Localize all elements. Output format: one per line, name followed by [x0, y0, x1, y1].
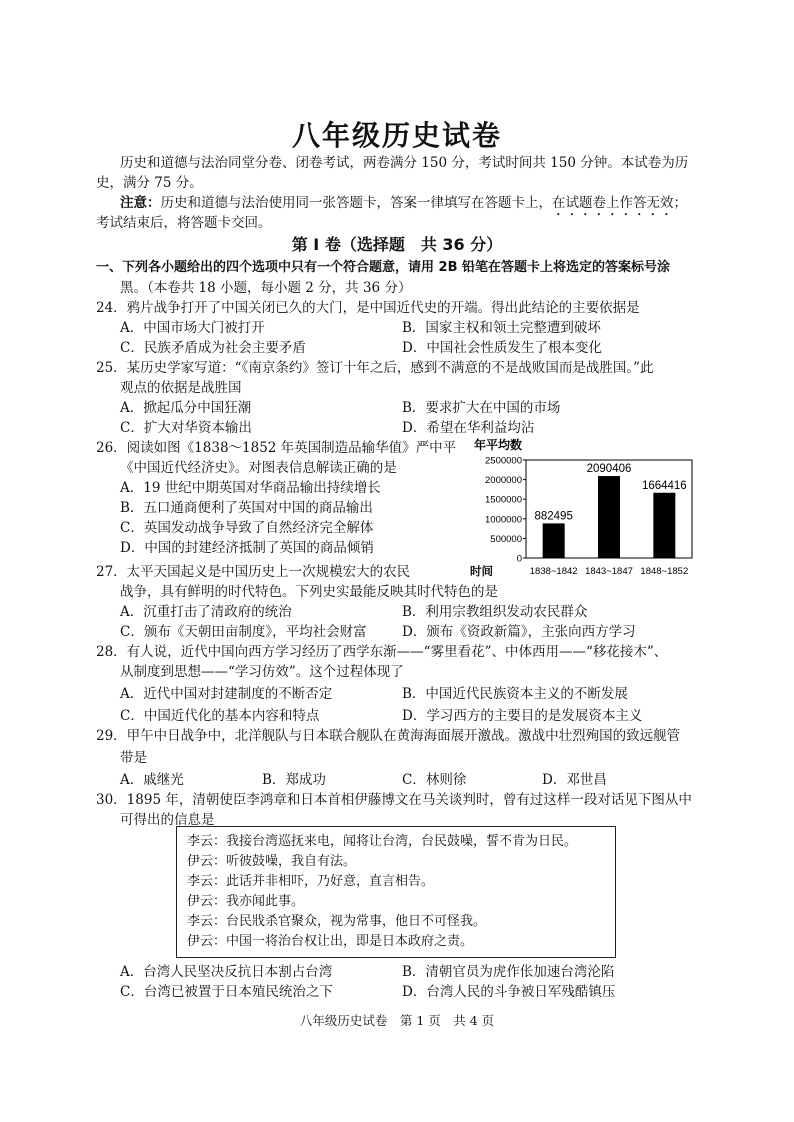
- q28-option-c: C．中国近代化的基本内容和特点: [120, 708, 320, 724]
- q27-stem-2: 战争，具有鲜明的时代特色。下列史实最能反映其时代特色的是: [120, 584, 498, 600]
- q26-option-a: A．19 世纪中期英国对华商品输出持续增长: [120, 480, 381, 496]
- q28-option-d: D．学习西方的主要目的是发展资本主义: [402, 708, 643, 724]
- q24-option-d: D．中国社会性质发生了根本变化: [402, 340, 602, 356]
- y-tick-label: 2000000: [485, 475, 522, 487]
- y-tick-label: 1000000: [485, 514, 522, 526]
- bar: [543, 523, 565, 558]
- y-tick-label: 2500000: [485, 455, 522, 467]
- q29-stem-2: 带是: [120, 750, 147, 766]
- q30-option-a: A．台湾人民坚决反抗日本割占台湾: [120, 964, 333, 980]
- q26-option-b: B．五口通商便利了英国对中国的商品输出: [120, 500, 373, 516]
- x-tick-label: 1848~1852: [640, 566, 689, 577]
- page-footer: 八年级历史试卷 第 1 页 共 4 页: [299, 1013, 495, 1028]
- bar-value-label: 1664416: [641, 479, 687, 492]
- q25-option-b: B．要求扩大在中国的市场: [402, 400, 561, 416]
- q30-stem-2: 可得出的信息是: [120, 812, 215, 828]
- notice-line-2: 考试结束后，将答题卡交回。: [96, 215, 272, 231]
- notice-text-c: ；: [673, 195, 687, 211]
- q30-stem-1: 30．1895 年，清朝使臣李鸿章和日本首相伊藤博文在马关谈判时，曾有过这样一段对话见下图从中: [96, 792, 692, 808]
- dialog-line: 李云：我接台湾巡抚来电，闻将让台湾，台民鼓噪，誓不肯为日民。: [187, 834, 578, 849]
- q29-option-a: A．戚继光: [120, 772, 184, 788]
- x-tick-label: 1843~1847: [585, 566, 633, 577]
- q28-stem-2: 从制度到思想——“学习仿效”。这个过程体现了: [120, 664, 404, 680]
- q29-option-c: C．林则徐: [402, 772, 467, 788]
- notice-label: 注意：: [120, 195, 161, 211]
- bar-value-label: 882495: [534, 510, 573, 523]
- q28-option-b: B．中国近代民族资本主义的不断发展: [402, 686, 628, 702]
- q24-option-a: A．中国市场大门被打开: [120, 320, 265, 336]
- q25-option-d: D．希望在华利益均沾: [402, 420, 535, 436]
- dialog-box: [176, 826, 616, 958]
- q24-stem: 24．鸦片战争打开了中国关闭已久的大门，是中国近代史的开端。得出此结论的主要依据是: [96, 300, 640, 316]
- q25-option-a: A．掀起瓜分中国狂潮: [120, 400, 252, 416]
- q24-option-b: B．国家主权和领土完整遭到破坏: [402, 320, 601, 336]
- section-instruction-2: 黑。（本卷共 18 小题，每小题 2 分，共 36 分）: [120, 280, 412, 296]
- q26-stem-2: 《中国近代经济史》。对图表信息解读正确的是: [120, 460, 397, 476]
- page-title: 八年级历史试卷: [291, 119, 502, 152]
- q25-option-c: C．扩大对华资本输出: [120, 420, 252, 436]
- q26-stem-1: 26．阅读如图《1838～1852 年英国制造品输华值》严中平: [96, 440, 457, 456]
- q30-option-b: B．清朝官员为虎作伥加速台湾沦陷: [402, 964, 615, 980]
- y-axis-title: 年平均数: [474, 438, 523, 452]
- q25-stem-1: 25．某历史学家写道：“《南京条约》签订十年之后，感到不满意的不是战败国而是战胜国。”此: [96, 360, 654, 376]
- intro-line-1: 历史和道德与法治同堂分卷、闭卷考试，两卷满分 150 分，考试时间共 150 分钟。本试卷为历: [120, 155, 689, 171]
- q27-option-a: A．沉重打击了清政府的统治: [120, 604, 292, 620]
- q26-option-c: C．英国发动战争导致了自然经济完全解体: [120, 520, 374, 536]
- q28-stem-1: 28．有人说，近代中国向西方学习经历了西学东渐——“雾里看花”、中体西用——“移花接木”、: [96, 644, 668, 660]
- q28-option-a: A．近代中国对封建制度的不断否定: [120, 686, 333, 702]
- x-tick-label: 1838~1842: [529, 566, 578, 577]
- notice-text-emphasis: 在试题卷上作答无效: [552, 195, 674, 211]
- q26-option-d: D．中国的封建经济抵制了英国的商品倾销: [120, 540, 374, 556]
- section-title: 第 I 卷（选择题 共 36 分）: [291, 235, 503, 254]
- q30-option-c: C．台湾已被置于日本殖民统治之下: [120, 984, 333, 1000]
- y-tick-label: 500000: [490, 533, 522, 545]
- y-tick-label: 0: [516, 553, 522, 565]
- q27-option-c: C．颁布《天朝田亩制度》，平均社会财富: [120, 624, 367, 640]
- dialog-line: 李云：此话并非相吓，乃好意，直言相告。: [187, 874, 435, 889]
- q27-option-d: D．颁布《资政新篇》，主张向西方学习: [402, 624, 636, 640]
- y-tick-label: 1500000: [485, 494, 522, 506]
- dialog-line: 伊云：听彼鼓噪，我自有法。: [187, 854, 357, 869]
- export-bar-chart: [468, 436, 698, 578]
- x-axis-title: 时间: [470, 566, 493, 578]
- bar-value-label: 2090406: [586, 463, 632, 476]
- q29-option-b: B．郑成功: [262, 772, 326, 788]
- q24-option-c: C．民族矛盾成为社会主要矛盾: [120, 340, 306, 356]
- q29-stem-1: 29．甲午中日战争中，北洋舰队与日本联合舰队在黄海海面展开激战。激战中壮烈殉国的致远舰管: [96, 728, 681, 744]
- section-instruction-1: 一、下列各小题给出的四个选项中只有一个符合题意，请用 2B 铅笔在答题卡上将选定的答案标号涂: [96, 260, 671, 275]
- dialog-line: 伊云：我亦闻此事。: [187, 894, 305, 909]
- dialog-line: 伊云：中国一将治台权让出，即是日本政府之责。: [187, 934, 474, 949]
- q27-option-b: B．利用宗教组织发动农民群众: [402, 604, 588, 620]
- bar: [598, 476, 620, 558]
- q27-stem-1: 27．太平天国起义是中国历史上一次规模宏大的农民: [96, 564, 411, 580]
- q29-option-d: D．邓世昌: [542, 772, 607, 788]
- intro-line-2: 史，满分 75 分。: [96, 175, 203, 191]
- q25-stem-2: 观点的依据是战胜国: [120, 380, 242, 396]
- notice-text-a: 历史和道德与法治使用同一张答题卡，答案一律填写在答题卡上，: [160, 195, 552, 211]
- dialog-line: 李云：台民戕杀官聚众，视为常事，他日不可怪我。: [187, 914, 487, 929]
- q30-option-d: D．台湾人民的斗争被日军残酷镇压: [402, 984, 616, 1000]
- bar: [653, 493, 675, 558]
